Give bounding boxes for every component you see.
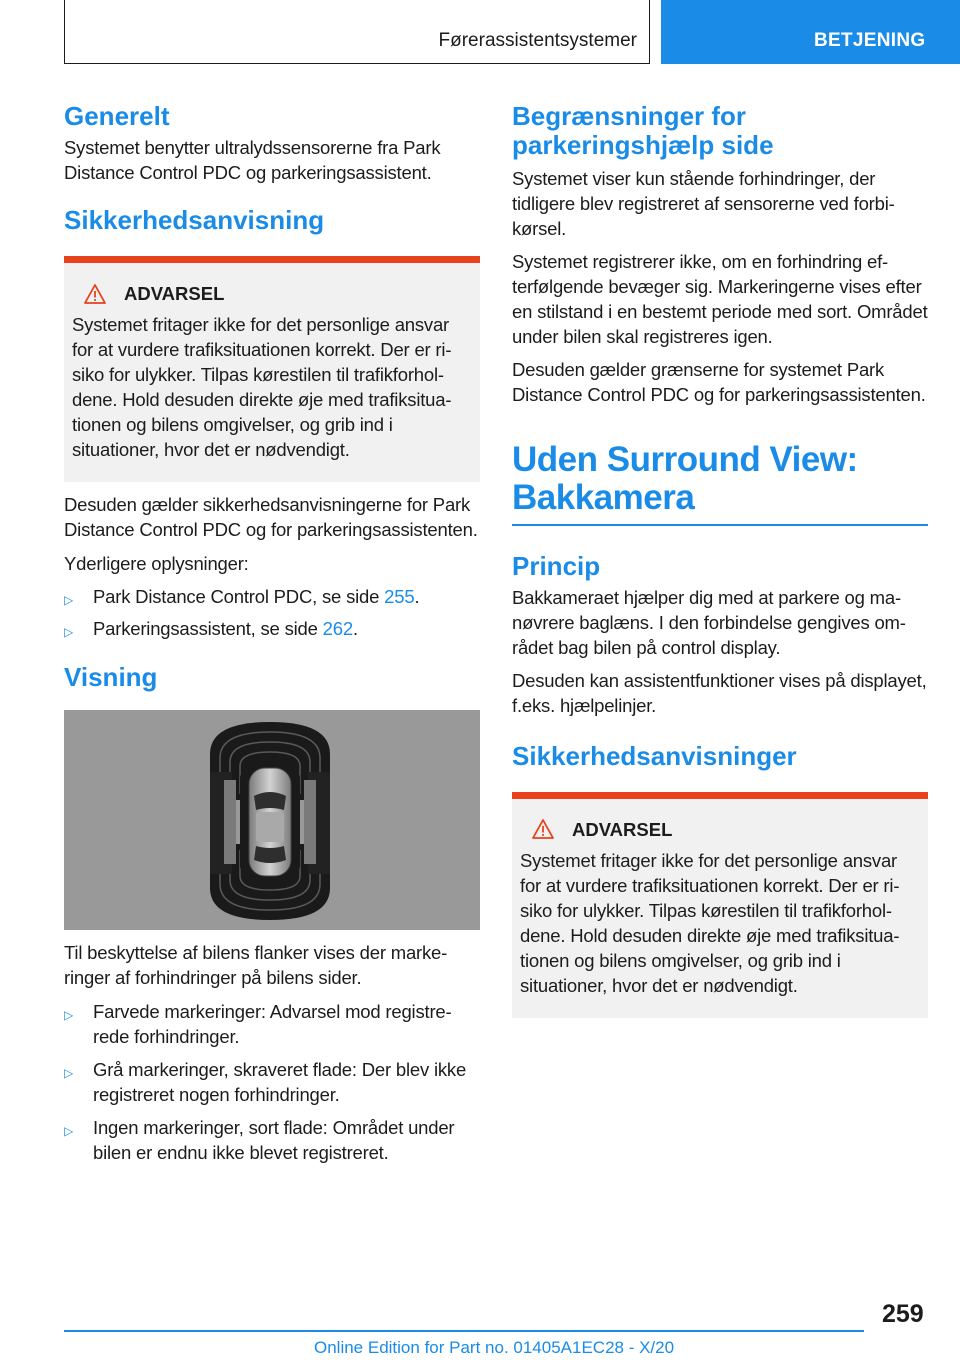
car-top-view-illustration: [64, 710, 480, 930]
header-chapter-tab: [661, 0, 960, 64]
footer-rule: [64, 1330, 864, 1332]
markings-list: [64, 999, 480, 1165]
page-number: 259: [882, 1300, 924, 1328]
warning-label: ADVARSEL: [124, 283, 225, 304]
limits-paragraph-2: Systemet registrerer ikke, om en forhindring efterfølgende bevæger sig. Markeringerne vises efter en stilstand i en bestemt periode med sort. Området under bilen skal registreres igen.: [512, 251, 928, 347]
warning-label: ADVARSEL: [572, 818, 673, 840]
generelt-heading: Generelt: [64, 101, 170, 131]
footer-edition: Online Edition for Part no. 01405A1EC28 - X/20: [314, 1338, 675, 1357]
warning-header: [72, 281, 472, 306]
warning-text: Systemet fritager ikke for det personlige ansvar for at vurdere trafiksituationen korrekt. Der er risiko for ulykker. Tilpas kørestilen til trafikforholdene. Hold desuden direkte øje med trafiksituationen og bilens omgivelser, og grib ind i situationer, hvor det er nødvendigt.: [72, 314, 452, 460]
list-item: ▷ Parkeringsassistent, se side 262.: [64, 616, 480, 641]
list-item: ▷ Park Distance Control PDC, se side 255.: [64, 584, 480, 609]
parking-view-figure: [64, 710, 480, 930]
limits-paragraph-1: Systemet viser kun stående forhindringer, der tidligere blev registreret af sensorerne ved forbikørsel.: [512, 168, 895, 239]
princip-heading: Princip: [512, 550, 601, 581]
bullet-triangle-icon: ▷: [64, 1066, 74, 1080]
bullet-triangle-icon: ▷: [64, 1008, 74, 1022]
limits-paragraph-3: Desuden gælder grænserne for systemet Park Distance Control PDC og for parkeringsassistenten.: [512, 359, 926, 405]
header-section-box: [64, 0, 650, 64]
warning-text: Systemet fritager ikke for det personlige ansvar for at vurdere trafiksituationen korrekt. Der er risiko for ulykker. Tilpas kørestilen til trafikforholdene. Hold desuden direkte øje med trafiksituationen og bilens omgivelser, og grib ind i situationer, hvor det er nødvendigt.: [520, 849, 900, 996]
more-info-text: Yderligere oplysninger:: [64, 553, 249, 574]
warning-header: [520, 817, 920, 842]
list-item: ▷ Grå markeringer, skraveret flade: Der blev ikke registreret nogen forhindringer.: [64, 1059, 467, 1105]
chapter-heading-rule: [512, 524, 928, 526]
left-column: [64, 102, 480, 1165]
page-reference-link[interactable]: 255: [384, 586, 415, 607]
warning-box-right: [512, 792, 928, 1018]
bullet-triangle-icon: ▷: [64, 593, 74, 607]
princip-paragraph-1: Bakkameraet hjælper dig med at parkere og manøvrere baglæns. I den forbindelse gengives området bag bilen på control display.: [512, 586, 906, 658]
warning-triangle-icon: [84, 284, 106, 304]
header-section-title: Førerassistentsystemer: [438, 30, 637, 51]
also-text: Desuden gælder sikkerhedsanvisningerne for Park Distance Control PDC og for parkeringsassistenten.: [64, 494, 478, 540]
visning-heading: Visning: [64, 662, 158, 692]
page-reference-link[interactable]: 262: [322, 618, 353, 639]
chapter-heading: Uden Surround View: Bakkamera: [512, 440, 858, 517]
bullet-triangle-icon: ▷: [64, 625, 74, 639]
safety-heading-right: Sikkerhedsanvisninger: [512, 740, 797, 771]
reference-list: [64, 584, 480, 641]
visning-text: Til beskyttelse af bilens flanker vises der markeringer af forhindringer på bilens sider.: [64, 942, 448, 988]
safety-heading: Sikkerhedsanvisning: [64, 205, 325, 235]
bullet-triangle-icon: ▷: [64, 1124, 74, 1138]
list-item: ▷ Farvede markeringer: Advarsel mod registrerede forhindringer.: [64, 1001, 452, 1047]
right-column: [512, 102, 928, 1018]
limits-heading: Begrænsninger for parkeringshjælp side: [512, 101, 774, 160]
list-item: ▷ Ingen markeringer, sort flade: Området under bilen er endnu ikke blevet registreret.: [64, 1117, 455, 1163]
warning-triangle-icon: [532, 819, 554, 839]
princip-paragraph-2: Desuden kan assistentfunktioner vises på displayet, f.eks. hjælpelinjer.: [512, 669, 927, 716]
warning-box: [64, 256, 480, 482]
header-chapter-title: BETJENING: [814, 30, 926, 51]
generelt-text: Systemet benytter ultralydssensorerne fra Park Distance Control PDC og parkeringsassistent.: [64, 137, 441, 183]
